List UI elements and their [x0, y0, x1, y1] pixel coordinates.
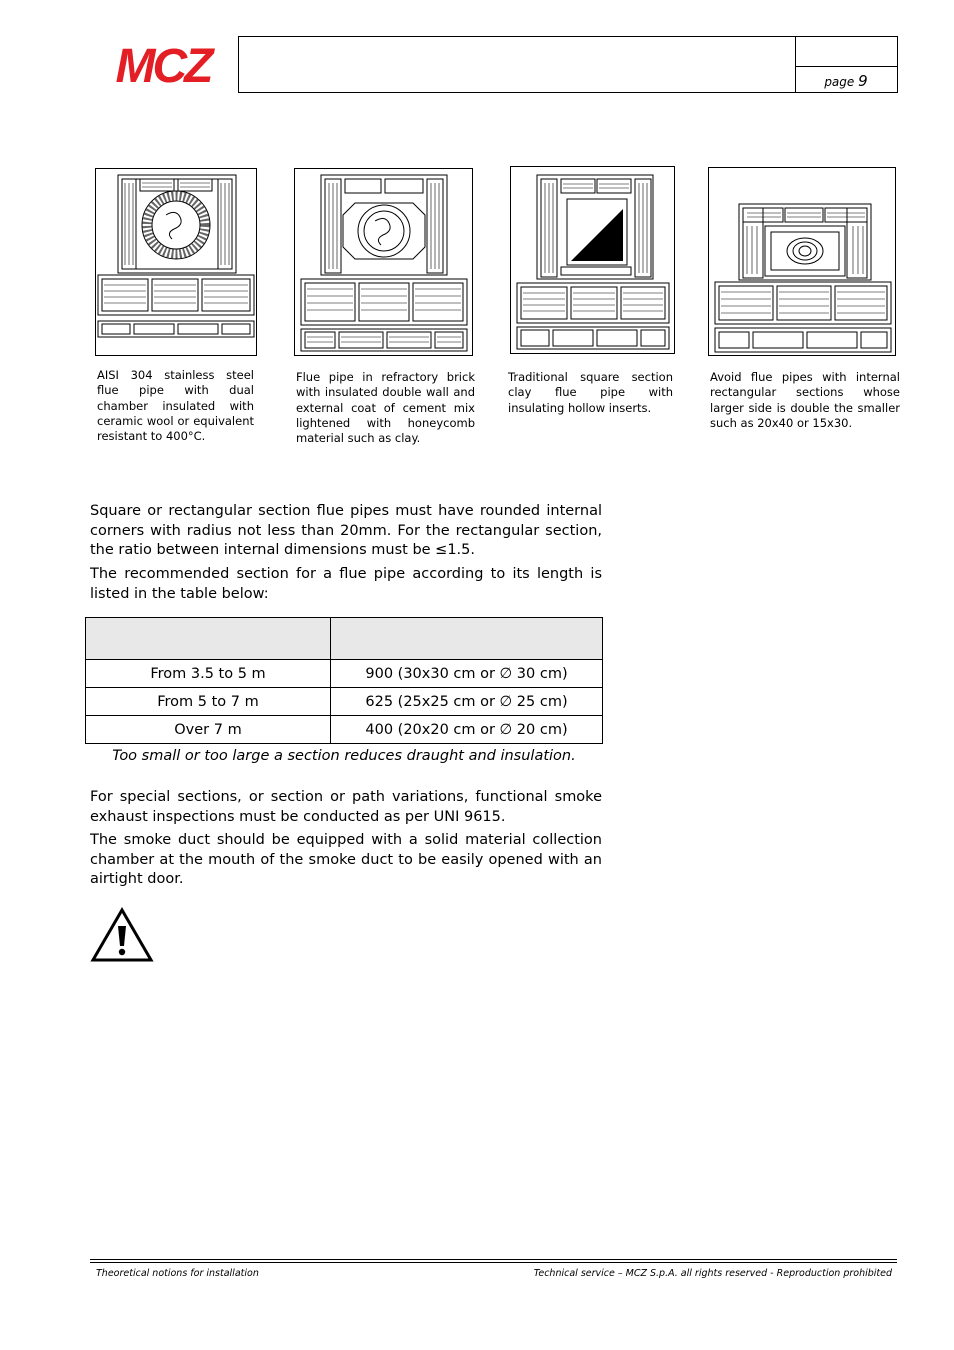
header-divider	[795, 36, 796, 93]
figure-refractory-flue	[294, 168, 473, 356]
body-paragraph: The smoke duct should be equipped with a solid material collection chamber at the mouth of the smoke duct to be easily opened with an airtight door.	[90, 832, 602, 887]
table-row	[86, 660, 603, 688]
steel-flue-drawing	[96, 169, 256, 355]
mcz-logo	[92, 44, 234, 86]
table-header-cell	[331, 618, 603, 660]
header-divider	[795, 66, 897, 67]
figure-caption: Traditional square section clay flue pipe with insulating hollow inserts.	[508, 370, 673, 415]
figure-rectangular-flue	[708, 167, 896, 356]
clay-flue-drawing	[511, 167, 674, 353]
svg-text:MCZ: MCZ	[115, 44, 211, 86]
figure-clay-flue	[510, 166, 675, 354]
table-cell-section: 400 (20x20 cm or ∅ 20 cm)	[331, 716, 603, 744]
table-cell-section: 900 (30x30 cm or ∅ 30 cm)	[331, 660, 603, 688]
figure-steel-flue	[95, 168, 257, 356]
flue-section-table	[85, 617, 603, 744]
table-row	[86, 688, 603, 716]
header-title-box	[238, 36, 898, 93]
footer-left-text: Theoretical notions for installation	[96, 1268, 259, 1279]
figure-caption: Avoid flue pipes with internal rectangular sections whose larger side is double the smaller such as 20x40 or 15x30.	[710, 370, 900, 430]
table-cell-length: From 5 to 7 m	[86, 688, 331, 716]
body-paragraph: The recommended section for a flue pipe according to its length is listed in the table below:	[90, 566, 602, 602]
table-note: Too small or too large a section reduces draught and insulation.	[112, 748, 576, 764]
footer-right-text: Technical service – MCZ S.p.A. all rights reserved - Reproduction prohibited	[533, 1268, 892, 1279]
table-header-cell	[86, 618, 331, 660]
figure-caption: Flue pipe in refractory brick with insulated double wall and external coat of cement mix lightened with honeycomb material such as clay.	[296, 370, 475, 446]
warning-icon	[90, 907, 154, 963]
refractory-flue-drawing	[295, 169, 472, 355]
table-cell-section: 625 (25x25 cm or ∅ 25 cm)	[331, 688, 603, 716]
body-paragraph: Square or rectangular section flue pipes must have rounded internal corners with radius not less than 20mm. For the rectangular section, the ratio between internal dimensions must be ≤1.5.	[90, 503, 602, 558]
table-header-row	[86, 618, 603, 660]
footer-rule	[90, 1262, 897, 1263]
table-cell-length: Over 7 m	[86, 716, 331, 744]
body-paragraph: For special sections, or section or path variations, functional smoke exhaust inspections must be conducted as per UNI 9615.	[90, 789, 602, 825]
page-number: page 9	[824, 72, 868, 90]
rectangular-flue-drawing	[709, 168, 895, 355]
table-cell-length: From 3.5 to 5 m	[86, 660, 331, 688]
figure-caption: AISI 304 stainless steel flue pipe with dual chamber insulated with ceramic wool or equivalent resistant to 400°C.	[97, 368, 254, 444]
table-row	[86, 716, 603, 744]
footer-rule	[90, 1259, 897, 1260]
